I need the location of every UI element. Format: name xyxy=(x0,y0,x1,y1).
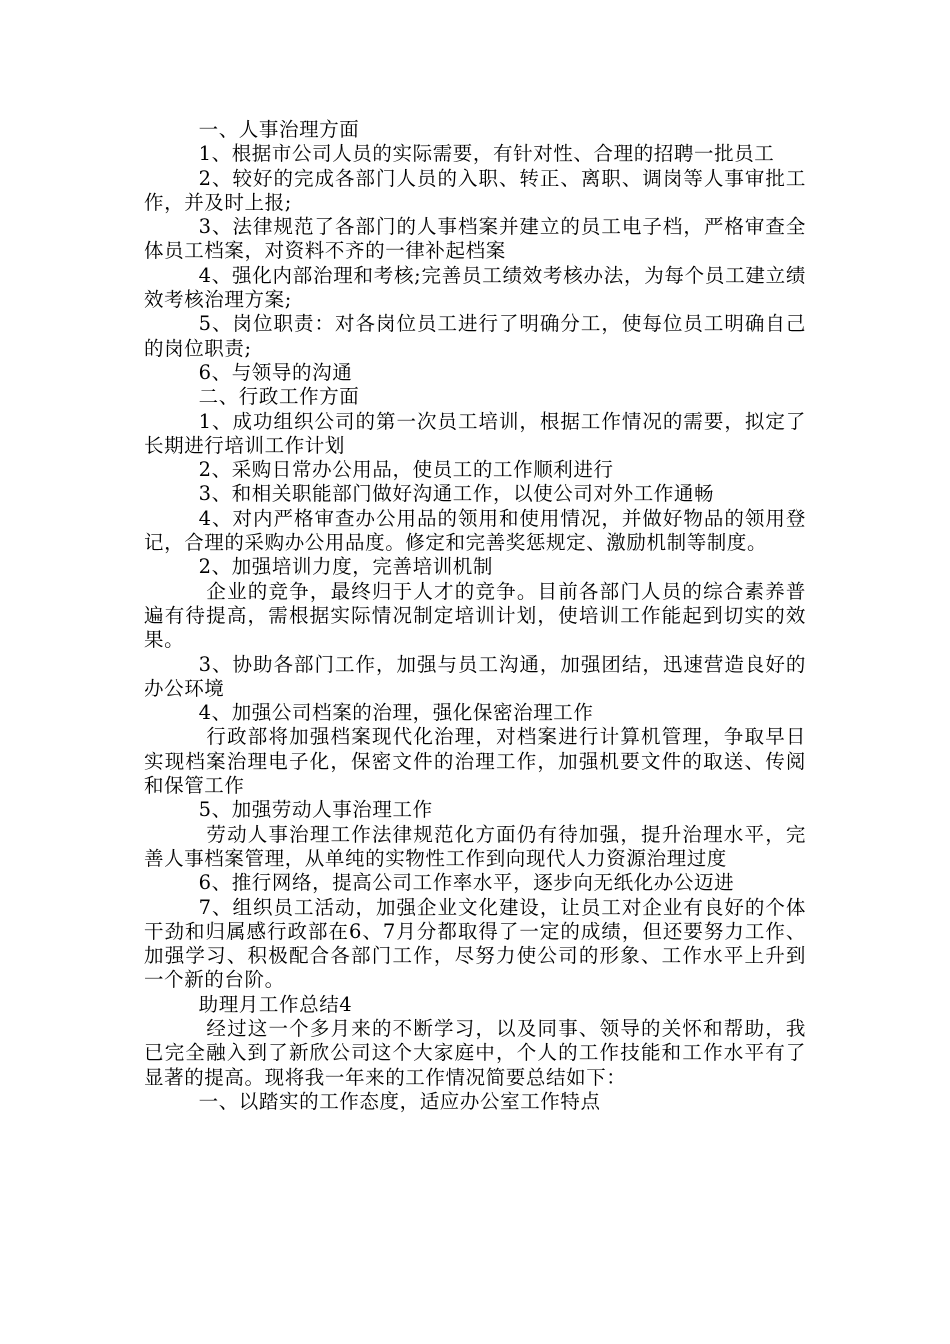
paragraph: 3、和相关职能部门做好沟通工作，以使公司对外工作通畅 xyxy=(198,482,715,506)
paragraph: 经过这一个多月来的不断学习，以及同事、领导的关怀和帮助，我已完全融入到了新欣公司这个大家庭中，个人的工作技能和工作水平有了显著的提高。现将我一年来的工作情况简要总结如下： xyxy=(144,1016,806,1089)
paragraph: 1、成功组织公司的第一次员工培训，根据工作情况的需要，拟定了长期进行培训工作计划 xyxy=(144,409,806,457)
paragraph: 4、加强公司档案的治理，强化保密治理工作 xyxy=(198,701,594,725)
paragraph: 2、较好的完成各部门人员的入职、转正、离职、调岗等人事审批工作，并及时上报; xyxy=(144,166,806,214)
section-heading-office: 一、以踏实的工作态度，适应办公室工作特点 xyxy=(198,1089,601,1113)
paragraph: 2、加强培训力度，完善培训机制 xyxy=(198,555,494,579)
paragraph: 4、强化内部治理和考核;完善员工绩效考核办法，为每个员工建立绩效考核治理方案; xyxy=(144,263,806,312)
paragraph: 行政部将加强档案现代化治理，对档案进行计算机管理，争取早日实现档案治理电子化，保密文件的治理工作，加强机要文件的取送、传阅和保管工作 xyxy=(144,725,806,798)
paragraph: 4、对内严格审查办公用品的领用和使用情况，并做好物品的领用登记，合理的采购办公用品度。修定和完善奖惩规定、激励机制等制度。 xyxy=(144,506,806,555)
document-body xyxy=(144,118,806,1114)
paragraph: 3、协助各部门工作，加强与员工沟通，加强团结，迅速营造良好的办公环境 xyxy=(144,652,806,700)
paragraph: 2、采购日常办公用品，使员工的工作顺利进行 xyxy=(198,458,614,482)
paragraph: 3、法律规范了各部门的人事档案并建立的员工电子档，严格审查全体员工档案，对资料不齐的一律补起档案 xyxy=(144,215,806,263)
section-heading-hr: 一、人事治理方面 xyxy=(198,118,360,141)
paragraph: 6、推行网络，提高公司工作率水平，逐步向无纸化办公迈进 xyxy=(198,871,735,895)
paragraph: 7、组织员工活动，加强企业文化建设，让员工对企业有良好的个体干劲和归属感行政部在6、7月分都取得了一定的成绩，但还要努力工作、加强学习、积极配合各部门工作，尽努力使公司的形象、工作水平上升到一个新的台阶。 xyxy=(144,895,806,992)
paragraph: 企业的竞争，最终归于人才的竞争。目前各部门人员的综合素养普遍有待提高，需根据实际情况制定培训计划，使培训工作能起到切实的效果。 xyxy=(144,579,806,652)
paragraph: 5、加强劳动人事治理工作 xyxy=(198,798,433,822)
section-heading-admin: 二、行政工作方面 xyxy=(198,385,360,409)
document-subtitle: 助理月工作总结4 xyxy=(198,992,353,1016)
paragraph: 劳动人事治理工作法律规范化方面仍有待加强，提升治理水平，完善人事档案管理，从单纯的实物性工作到向现代人力资源治理过度 xyxy=(144,822,806,870)
paragraph: 1、根据市公司人员的实际需要，有针对性、合理的招聘一批员工 xyxy=(198,142,775,166)
paragraph: 5、岗位职责：对各岗位员工进行了明确分工，使每位员工明确自己的岗位职责; xyxy=(144,312,806,360)
paragraph: 6、与领导的沟通 xyxy=(198,360,353,384)
